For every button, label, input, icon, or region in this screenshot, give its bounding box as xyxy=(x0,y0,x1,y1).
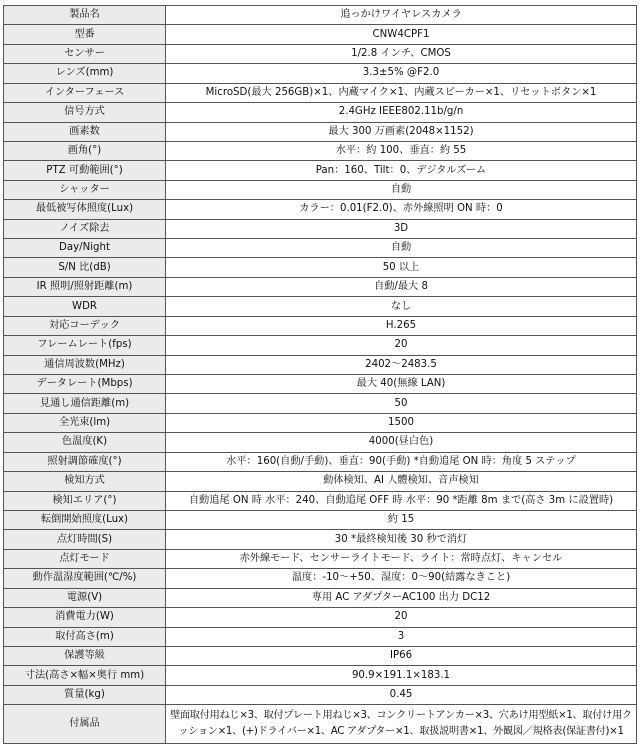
spec-row xyxy=(4,627,637,646)
spec-key-cell: シャッター xyxy=(4,180,166,199)
spec-row xyxy=(4,200,637,219)
spec-value-cell: CNW4CPF1 xyxy=(166,25,637,44)
spec-value-cell: 水平：約 100、垂直：約 55 xyxy=(166,141,637,160)
spec-key-cell: 型番 xyxy=(4,25,166,44)
spec-row xyxy=(4,239,637,258)
spec-value-cell: 自動/最大 8 xyxy=(166,277,637,296)
spec-row xyxy=(4,413,637,432)
spec-key-cell: 取付高さ(m) xyxy=(4,627,166,646)
spec-row xyxy=(4,297,637,316)
spec-key-cell: 信号方式 xyxy=(4,103,166,122)
spec-key-cell: データレート(Mbps) xyxy=(4,375,166,394)
spec-value-cell: 自動追尾 ON 時 水平：240、自動追尾 OFF 時 水平：90 *距離 8m まで(高さ 3m に設置時) xyxy=(166,491,637,510)
spec-key-cell: 製品名 xyxy=(4,6,166,25)
spec-key-cell: 質量(kg) xyxy=(4,685,166,704)
spec-value-cell: 90.9×191.1×183.1 xyxy=(166,666,637,685)
spec-row xyxy=(4,141,637,160)
spec-key-cell: インターフェース xyxy=(4,83,166,102)
spec-value-cell: H.265 xyxy=(166,316,637,335)
spec-row xyxy=(4,510,637,529)
spec-row xyxy=(4,277,637,296)
spec-row xyxy=(4,6,637,25)
spec-value-cell: 3D xyxy=(166,219,637,238)
spec-row xyxy=(4,258,637,277)
spec-key-cell: 検知方式 xyxy=(4,472,166,491)
spec-value-cell: Pan：160、Tilt：0、デジタルズーム xyxy=(166,161,637,180)
spec-row xyxy=(4,549,637,568)
spec-key-cell: WDR xyxy=(4,297,166,316)
spec-value-cell: 3 xyxy=(166,627,637,646)
spec-row xyxy=(4,685,637,704)
spec-value-cell: 4000(昼白色) xyxy=(166,433,637,452)
spec-key-cell: 保護等級 xyxy=(4,646,166,665)
spec-value-cell: 0.45 xyxy=(166,685,637,704)
spec-row xyxy=(4,375,637,394)
spec-row xyxy=(4,588,637,607)
spec-row xyxy=(4,122,637,141)
spec-value-cell: 約 15 xyxy=(166,510,637,529)
spec-value-cell: 動体検知、AI 人體検知、音声検知 xyxy=(166,472,637,491)
spec-row xyxy=(4,530,637,549)
spec-key-cell: IR 照明/照射距離(m) xyxy=(4,277,166,296)
spec-key-cell: 全光束(lm) xyxy=(4,413,166,432)
spec-table-body xyxy=(4,6,637,744)
spec-value-cell: なし xyxy=(166,297,637,316)
spec-value-cell: 最大 40(無線 LAN) xyxy=(166,375,637,394)
spec-row xyxy=(4,666,637,685)
spec-value-cell: 20 xyxy=(166,608,637,627)
spec-row xyxy=(4,705,637,744)
spec-row xyxy=(4,646,637,665)
spec-key-cell: Day/Night xyxy=(4,239,166,258)
spec-value-cell: 温度：-10～+50、湿度：0～90(結露なきこと) xyxy=(166,569,637,588)
spec-value-cell: 2.4GHz IEEE802.11b/g/n xyxy=(166,103,637,122)
spec-key-cell: 付属品 xyxy=(4,705,166,744)
spec-value-cell: MicroSD(最大 256GB)×1、内蔵マイク×1、内蔵スピーカー×1、リセットボタン×1 xyxy=(166,83,637,102)
spec-value-cell: 50 xyxy=(166,394,637,413)
spec-value-cell: 自動 xyxy=(166,239,637,258)
spec-value-cell: 20 xyxy=(166,336,637,355)
spec-row xyxy=(4,491,637,510)
spec-key-cell: 電源(V) xyxy=(4,588,166,607)
spec-key-cell: 画素数 xyxy=(4,122,166,141)
spec-value-cell: 2402～2483.5 xyxy=(166,355,637,374)
spec-row xyxy=(4,44,637,63)
spec-row xyxy=(4,103,637,122)
spec-value-cell: 50 以上 xyxy=(166,258,637,277)
spec-key-cell: 通信周波数(MHz) xyxy=(4,355,166,374)
spec-value-cell: IP66 xyxy=(166,646,637,665)
spec-row xyxy=(4,180,637,199)
spec-value-cell: 追っかけワイヤレスカメラ xyxy=(166,6,637,25)
spec-key-cell: 照射調節確度(°) xyxy=(4,452,166,471)
spec-key-cell: 見通し通信距離(m) xyxy=(4,394,166,413)
spec-value-cell: 1500 xyxy=(166,413,637,432)
spec-key-cell: 消費電力(W) xyxy=(4,608,166,627)
spec-key-cell: センサー xyxy=(4,44,166,63)
spec-table xyxy=(3,5,637,744)
spec-value-cell: 壁面取付用ねじ×3、取付プレート用ねじ×3、コンクリートアンカー×3、穴あけ用型紙×1、取付け用クッション×1、(+)ドライバー×1、AC アダプター×1、取扱説明書×1、外観図／規格表(保証書付)×1 xyxy=(166,705,637,744)
spec-row xyxy=(4,569,637,588)
spec-row xyxy=(4,316,637,335)
spec-key-cell: 色温度(K) xyxy=(4,433,166,452)
spec-key-cell: 寸法(高さ×幅×奥行 mm) xyxy=(4,666,166,685)
spec-row xyxy=(4,336,637,355)
spec-row xyxy=(4,355,637,374)
spec-key-cell: レンズ(mm) xyxy=(4,64,166,83)
spec-value-cell: 30 *最終検知後 30 秒で消灯 xyxy=(166,530,637,549)
spec-row xyxy=(4,394,637,413)
spec-row xyxy=(4,64,637,83)
spec-row xyxy=(4,219,637,238)
spec-value-cell: 専用 AC アダプターAC100 出力 DC12 xyxy=(166,588,637,607)
spec-row xyxy=(4,161,637,180)
spec-key-cell: 画角(°) xyxy=(4,141,166,160)
spec-key-cell: S/N 比(dB) xyxy=(4,258,166,277)
spec-key-cell: 最低被写体照度(Lux) xyxy=(4,200,166,219)
spec-row xyxy=(4,433,637,452)
spec-key-cell: 動作温湿度範囲(℃/%) xyxy=(4,569,166,588)
spec-key-cell: 検知エリア(°) xyxy=(4,491,166,510)
spec-value-cell: 自動 xyxy=(166,180,637,199)
spec-key-cell: 対応コーデック xyxy=(4,316,166,335)
spec-row xyxy=(4,83,637,102)
spec-value-cell: 1/2.8 インチ、CMOS xyxy=(166,44,637,63)
spec-value-cell: 3.3±5% @F2.0 xyxy=(166,64,637,83)
spec-key-cell: 点灯モード xyxy=(4,549,166,568)
spec-value-cell: カラー：0.01(F2.0)、赤外線照明 ON 時：0 xyxy=(166,200,637,219)
spec-key-cell: PTZ 可動範囲(°) xyxy=(4,161,166,180)
spec-row xyxy=(4,608,637,627)
spec-row xyxy=(4,452,637,471)
spec-key-cell: 点灯時間(S) xyxy=(4,530,166,549)
spec-row xyxy=(4,25,637,44)
spec-value-cell: 水平：160(自動/手動)、垂直：90(手動) *自動追尾 ON 時：角度 5 ステップ xyxy=(166,452,637,471)
spec-key-cell: フレームレート(fps) xyxy=(4,336,166,355)
spec-key-cell: 転倒開始照度(Lux) xyxy=(4,510,166,529)
spec-row xyxy=(4,472,637,491)
spec-value-cell: 最大 300 万画素(2048×1152) xyxy=(166,122,637,141)
spec-key-cell: ノイズ除去 xyxy=(4,219,166,238)
spec-value-cell: 赤外線モード、センサーライトモード、ライト：常時点灯、キャンセル xyxy=(166,549,637,568)
